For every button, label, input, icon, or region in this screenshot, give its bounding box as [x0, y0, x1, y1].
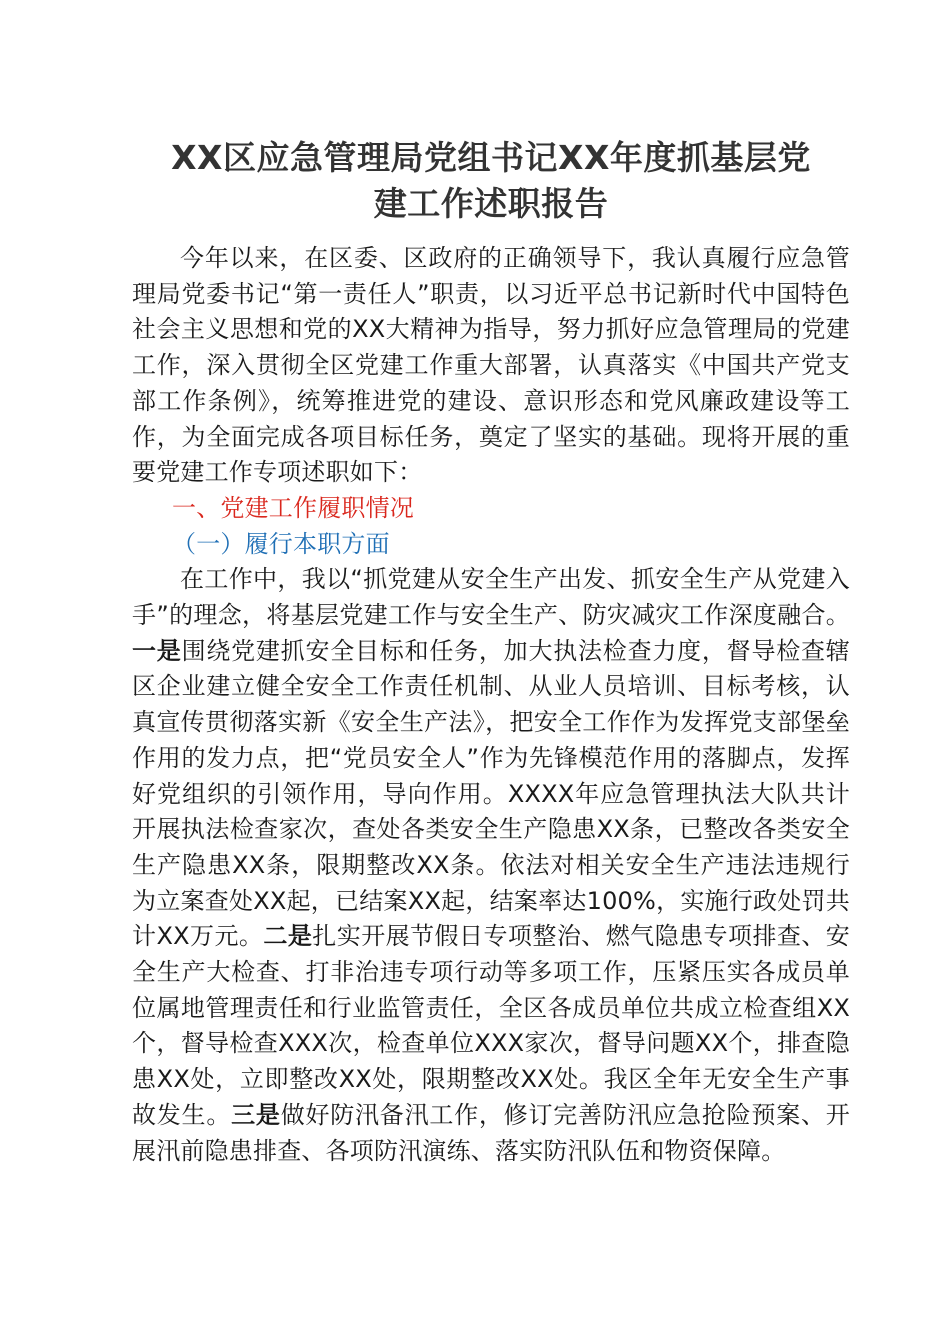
paragraph-text: 在工作中，我以“抓党建从安全生产出发、抓安全生产从党建入手”的理念，将基层党建工作与安全生产、防灾减灾工作深度融合。 — [132, 565, 850, 630]
section-heading: 一、党建工作履职情况 — [172, 493, 414, 522]
document-body — [132, 241, 850, 1169]
paragraph-text: 做好防汛备汛工作，修订完善防汛应急抢险预案、开展汛前隐患排查、各项防汛演练、落实防汛队伍和物资保障。 — [132, 1100, 850, 1165]
subsection-heading: （一）履行本职方面 — [172, 529, 390, 558]
title-line-2: 建工作述职报告 — [373, 184, 609, 223]
intro-paragraph: 今年以来，在区委、区政府的正确领导下，我认真履行应急管理局党委书记“第一责任人”职责，以习近平总书记新时代中国特色社会主义思想和党的XX大精神为指导，努力抓好应急管理局的党建工作，深入贯彻全区党建工作重大部署，认真落实《中国共产党支部工作条例》，统筹推进党的建设、意识形态和党风廉政建设等工作，为全面完成各项目标任务，奠定了坚实的基础。现将开展的重要党建工作专项述职如下： — [132, 244, 850, 487]
point-marker-2: 二是 — [263, 922, 313, 951]
point-marker-3: 三是 — [231, 1100, 281, 1129]
document-page — [132, 135, 850, 1169]
title-line-1: XX区应急管理局党组书记XX年度抓基层党 — [171, 138, 811, 177]
paragraph-text: 扎实开展节假日专项整治、燃气隐患专项排查、安全生产大检查、打非治违专项行动等多项工作，压紧压实各成员单位属地管理责任和行业监管责任，全区各成员单位共成立检查组XX个，督导检查XXX次，检查单位XXX家次，督导问题XX个，排查隐患XX处，立即整改XX处，限期整改XX处。我区全年无安全生产事故发生。 — [132, 922, 850, 1129]
duty-paragraph — [132, 562, 850, 1169]
document-title — [132, 135, 850, 227]
point-marker-1: 一是 — [132, 636, 182, 665]
paragraph-text: 围绕党建抓安全目标和任务，加大执法检查力度，督导检查辖区企业建立健全安全工作责任机制、从业人员培训、目标考核，认真宣传贯彻落实新《安全生产法》，把安全工作作为发挥党支部堡垒作用的发力点，把“党员安全人”作为先锋模范作用的落脚点，发挥好党组织的引领作用，导向作用。XXXX年应急管理执法大队共计开展执法检查家次，查处各类安全生产隐患XX条，已整改各类安全生产隐患XX条，限期整改XX条。依法对相关安全生产违法违规行为立案查处XX起，已结案XX起，结案率达100%，实施行政处罚共计XX万元。 — [132, 636, 850, 951]
